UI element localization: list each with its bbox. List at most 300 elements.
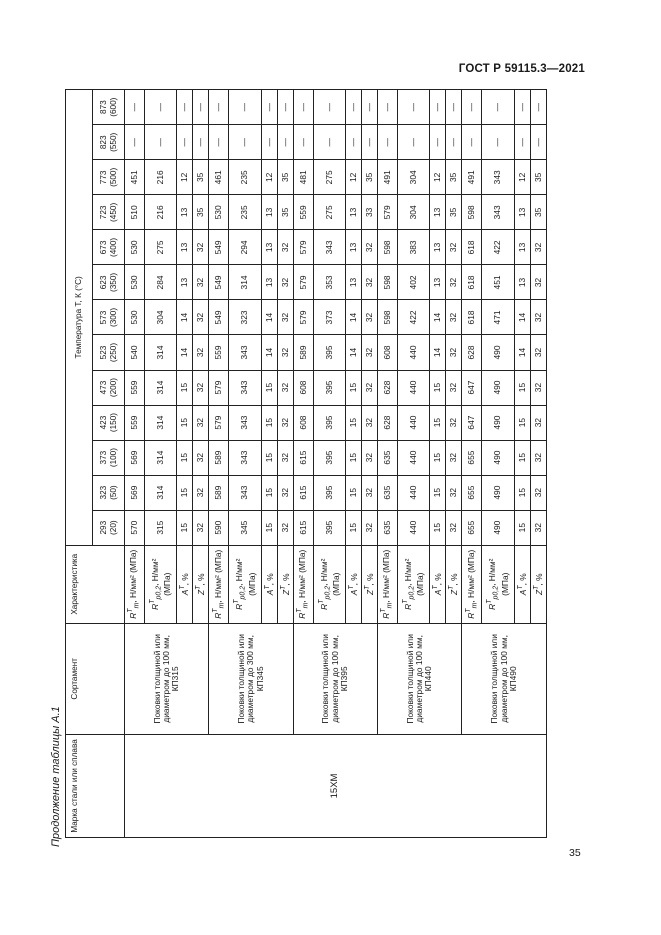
value-cell: 540	[125, 335, 145, 370]
value-cell: 569	[125, 475, 145, 510]
value-cell: 32	[446, 510, 462, 545]
characteristic-symbol: R	[296, 612, 307, 619]
temperature-celsius: (400)	[108, 237, 118, 257]
value-cell: 530	[125, 265, 145, 300]
value-cell: 440	[398, 370, 430, 405]
temperature-kelvin: 523	[99, 345, 109, 360]
value-cell: 440	[398, 440, 430, 475]
value-cell: —	[209, 90, 229, 125]
value-cell: 343	[229, 405, 261, 440]
value-cell: 549	[209, 230, 229, 265]
value-cell: 14	[177, 300, 193, 335]
characteristic-unit: , Н/мм² (МПа)	[318, 558, 341, 596]
value-cell: —	[378, 125, 398, 160]
value-cell: 530	[209, 195, 229, 230]
temperature-col-header	[93, 370, 125, 405]
temperature-celsius: (450)	[108, 202, 118, 222]
temperature-col-header	[93, 125, 125, 160]
value-cell: 13	[346, 230, 362, 265]
value-cell: —	[398, 90, 430, 125]
value-cell: —	[313, 90, 345, 125]
value-cell: 32	[362, 230, 378, 265]
value-cell: —	[530, 125, 546, 160]
characteristic-superscript: T	[486, 599, 494, 604]
characteristic-symbol: Z	[449, 589, 460, 595]
value-cell: 343	[229, 440, 261, 475]
characteristic-symbol: R	[212, 612, 223, 619]
characteristic-cell	[277, 545, 293, 623]
value-cell: —	[430, 90, 446, 125]
characteristic-subscript: p0,2	[155, 585, 163, 600]
value-cell: 32	[193, 370, 209, 405]
characteristic-superscript: T	[448, 585, 456, 590]
value-cell: 32	[362, 370, 378, 405]
characteristic-superscript: T	[363, 585, 371, 590]
value-cell: 35	[277, 160, 293, 195]
value-cell: 13	[261, 230, 277, 265]
characteristic-cell	[530, 545, 546, 623]
value-cell: 395	[313, 405, 345, 440]
assortment-cell: Поковки толщиной или диаметром до 100 мм, КП315	[125, 623, 209, 734]
value-cell: 628	[462, 335, 482, 370]
characteristic-symbol: R	[149, 603, 160, 610]
value-cell: —	[530, 90, 546, 125]
value-cell: 32	[446, 335, 462, 370]
characteristic-cell	[229, 545, 261, 623]
temperature-kelvin: 473	[99, 380, 109, 395]
value-cell: 294	[229, 230, 261, 265]
value-cell: —	[293, 90, 313, 125]
value-cell: 14	[430, 300, 446, 335]
table-row	[378, 90, 398, 838]
value-cell: —	[293, 125, 313, 160]
value-cell: 304	[398, 160, 430, 195]
value-cell: 32	[193, 230, 209, 265]
value-cell: 655	[462, 510, 482, 545]
characteristic-superscript: T	[279, 585, 287, 590]
value-cell: —	[378, 90, 398, 125]
value-cell: 13	[177, 230, 193, 265]
value-cell: 32	[446, 475, 462, 510]
steel-grade-cell: 15ХМ	[125, 734, 547, 837]
temperature-kelvin: 623	[99, 275, 109, 290]
value-cell: 589	[209, 475, 229, 510]
value-cell: 590	[209, 510, 229, 545]
temperature-col-header	[93, 475, 125, 510]
value-cell: —	[209, 125, 229, 160]
characteristic-cell	[430, 545, 446, 623]
value-cell: 304	[398, 195, 430, 230]
value-cell: 314	[229, 265, 261, 300]
value-cell: 559	[125, 405, 145, 440]
value-cell: 35	[530, 195, 546, 230]
value-cell: 618	[462, 230, 482, 265]
value-cell: 13	[177, 265, 193, 300]
value-cell: 15	[346, 405, 362, 440]
value-cell: 490	[482, 405, 514, 440]
characteristic-symbol: Z	[533, 589, 544, 595]
value-cell: 32	[446, 370, 462, 405]
value-cell: 549	[209, 265, 229, 300]
value-cell: 589	[293, 335, 313, 370]
value-cell: —	[177, 125, 193, 160]
value-cell: 15	[514, 405, 530, 440]
value-cell: 647	[462, 405, 482, 440]
characteristic-unit: , %	[180, 573, 191, 586]
characteristic-unit: , Н/мм² (МПа)	[296, 549, 307, 603]
characteristic-unit: , Н/мм² (МПа)	[212, 549, 223, 603]
value-cell: 32	[193, 510, 209, 545]
characteristic-unit: , Н/мм² (МПа)	[234, 558, 257, 596]
value-cell: 655	[462, 440, 482, 475]
value-cell: 32	[277, 265, 293, 300]
value-cell: 579	[293, 300, 313, 335]
value-cell: 15	[177, 370, 193, 405]
value-cell: 15	[177, 475, 193, 510]
value-cell: 13	[514, 265, 530, 300]
value-cell: 490	[482, 440, 514, 475]
value-cell: 13	[430, 195, 446, 230]
value-cell: 490	[482, 335, 514, 370]
value-cell: 12	[261, 160, 277, 195]
value-cell: 32	[193, 475, 209, 510]
value-cell: 598	[462, 195, 482, 230]
characteristic-cell	[514, 545, 530, 623]
value-cell: —	[482, 125, 514, 160]
value-cell: 635	[378, 510, 398, 545]
characteristic-unit: , %	[196, 573, 207, 586]
value-cell: —	[514, 90, 530, 125]
value-cell: 491	[378, 160, 398, 195]
characteristic-unit: , %	[364, 573, 375, 586]
value-cell: 451	[125, 160, 145, 195]
value-cell: 284	[145, 265, 177, 300]
characteristic-cell	[293, 545, 313, 623]
temperature-col-header	[93, 160, 125, 195]
table-caption: Продолжение таблицы А.1	[50, 706, 62, 847]
characteristic-symbol: Z	[196, 589, 207, 595]
header-row-1	[66, 90, 93, 838]
value-cell: 343	[482, 160, 514, 195]
value-cell: 628	[378, 370, 398, 405]
value-cell: 32	[530, 370, 546, 405]
characteristic-superscript: T	[401, 599, 409, 604]
value-cell: 343	[229, 475, 261, 510]
value-cell: 32	[446, 230, 462, 265]
characteristic-cell	[313, 545, 345, 623]
value-cell: 559	[209, 335, 229, 370]
value-cell: 32	[362, 405, 378, 440]
characteristic-unit: , Н/мм² (МПа)	[402, 558, 426, 596]
value-cell: 615	[293, 475, 313, 510]
value-cell: 343	[229, 335, 261, 370]
value-cell: 15	[430, 440, 446, 475]
value-cell: 635	[378, 440, 398, 475]
temperature-celsius: (250)	[108, 342, 118, 363]
value-cell: 608	[293, 370, 313, 405]
value-cell: 32	[277, 370, 293, 405]
value-cell: 395	[313, 335, 345, 370]
header-assortment: Сортамент	[66, 623, 125, 734]
value-cell: 32	[277, 510, 293, 545]
value-cell: 13	[177, 195, 193, 230]
value-cell: —	[193, 90, 209, 125]
value-cell: 628	[378, 405, 398, 440]
value-cell: 15	[261, 370, 277, 405]
value-cell: 13	[346, 195, 362, 230]
value-cell: 32	[362, 265, 378, 300]
value-cell: —	[313, 125, 345, 160]
value-cell: 323	[229, 300, 261, 335]
characteristic-unit: , %	[533, 573, 544, 586]
value-cell: 32	[277, 405, 293, 440]
characteristic-superscript: T	[233, 599, 241, 604]
value-cell: —	[125, 90, 145, 125]
value-cell: 32	[277, 335, 293, 370]
temperature-col-header	[93, 265, 125, 300]
value-cell: 35	[530, 160, 546, 195]
value-cell: 15	[261, 440, 277, 475]
characteristic-symbol: A	[180, 589, 191, 596]
value-cell: 15	[261, 510, 277, 545]
characteristic-superscript: T	[432, 585, 440, 590]
assortment-cell: Поковки толщиной или диаметром до 100 мм, КП490	[462, 623, 547, 734]
temperature-kelvin: 323	[99, 485, 109, 500]
value-cell: 15	[346, 440, 362, 475]
value-cell: 32	[362, 335, 378, 370]
temperature-col-header	[93, 90, 125, 125]
value-cell: 15	[514, 510, 530, 545]
value-cell: 32	[446, 440, 462, 475]
value-cell: 598	[378, 300, 398, 335]
value-cell: —	[514, 125, 530, 160]
characteristic-cell	[125, 545, 145, 623]
temperature-col-header	[93, 230, 125, 265]
characteristic-subscript: p0,2	[239, 585, 247, 600]
value-cell: 15	[261, 475, 277, 510]
characteristic-symbol: R	[381, 612, 392, 619]
temperature-celsius: (50)	[108, 485, 118, 500]
value-cell: 15	[514, 440, 530, 475]
value-cell: 569	[125, 440, 145, 475]
value-cell: 451	[482, 265, 514, 300]
value-cell: 14	[261, 300, 277, 335]
value-cell: 395	[313, 510, 345, 545]
characteristic-unit: , %	[449, 573, 460, 586]
value-cell: 579	[293, 265, 313, 300]
characteristic-superscript: T	[380, 608, 388, 613]
characteristic-superscript: T	[348, 585, 355, 590]
value-cell: 15	[430, 510, 446, 545]
value-cell: 32	[277, 475, 293, 510]
value-cell: 35	[446, 195, 462, 230]
value-cell: 275	[145, 230, 177, 265]
value-cell: 314	[145, 475, 177, 510]
assortment-cell: Поковки толщиной или диаметром до 100 мм, КП395	[293, 623, 377, 734]
value-cell: —	[462, 125, 482, 160]
characteristic-symbol: R	[318, 603, 329, 610]
value-cell: 275	[313, 160, 345, 195]
table-frame	[65, 89, 547, 838]
value-cell: 32	[277, 440, 293, 475]
value-cell: 530	[125, 300, 145, 335]
value-cell: 304	[145, 300, 177, 335]
value-cell: 343	[229, 370, 261, 405]
value-cell: 15	[430, 405, 446, 440]
value-cell: 14	[430, 335, 446, 370]
characteristic-subscript: p0,2	[324, 585, 332, 600]
value-cell: 635	[378, 475, 398, 510]
value-cell: 32	[193, 300, 209, 335]
characteristic-symbol: R	[128, 612, 139, 619]
characteristic-cell	[462, 545, 482, 623]
temperature-col-header	[93, 335, 125, 370]
temperature-col-header	[93, 405, 125, 440]
value-cell: 490	[482, 510, 514, 545]
characteristic-subscript: m	[302, 602, 310, 609]
value-cell: 549	[209, 300, 229, 335]
characteristic-superscript: T	[516, 585, 524, 590]
value-cell: 15	[177, 440, 193, 475]
value-cell: —	[362, 90, 378, 125]
value-cell: —	[145, 125, 177, 160]
value-cell: 14	[177, 335, 193, 370]
characteristic-cell	[398, 545, 430, 623]
characteristic-symbol: Z	[364, 589, 375, 595]
temperature-kelvin: 423	[99, 415, 109, 430]
value-cell: 618	[462, 300, 482, 335]
value-cell: 32	[362, 475, 378, 510]
characteristic-unit: , %	[433, 573, 444, 586]
value-cell: 33	[362, 195, 378, 230]
temperature-celsius: (550)	[108, 132, 118, 152]
value-cell: —	[261, 125, 277, 160]
properties-table	[65, 89, 547, 838]
characteristic-cell	[177, 545, 193, 623]
value-cell: 32	[277, 230, 293, 265]
value-cell: 598	[378, 230, 398, 265]
value-cell: 32	[362, 300, 378, 335]
characteristic-unit: , Н/мм² (МПа)	[465, 549, 476, 603]
characteristic-unit: , %	[348, 573, 359, 586]
characteristic-superscript: T	[195, 585, 203, 590]
value-cell: 32	[446, 405, 462, 440]
value-cell: 216	[145, 160, 177, 195]
value-cell: 395	[313, 440, 345, 475]
value-cell: 32	[193, 335, 209, 370]
temperature-celsius: (500)	[108, 167, 118, 187]
value-cell: 615	[293, 440, 313, 475]
value-cell: 402	[398, 265, 430, 300]
value-cell: 32	[530, 440, 546, 475]
value-cell: 314	[145, 405, 177, 440]
page-number: 35	[569, 847, 581, 859]
value-cell: 15	[177, 510, 193, 545]
table-header	[66, 90, 125, 838]
characteristic-subscript: p0,2	[408, 585, 416, 600]
document-title: ГОСТ Р 59115.3—2021	[458, 63, 585, 75]
characteristic-superscript: T	[179, 585, 187, 590]
value-cell: 510	[125, 195, 145, 230]
characteristic-cell	[193, 545, 209, 623]
value-cell: —	[277, 125, 293, 160]
characteristic-unit: , Н/мм² (МПа)	[487, 558, 510, 596]
value-cell: 32	[530, 335, 546, 370]
value-cell: 15	[177, 405, 193, 440]
value-cell: —	[462, 90, 482, 125]
characteristic-superscript: T	[148, 599, 156, 604]
temperature-celsius: (150)	[108, 413, 118, 433]
characteristic-symbol: A	[433, 589, 444, 596]
temperature-col-header	[93, 195, 125, 230]
value-cell: —	[430, 125, 446, 160]
characteristic-symbol: A	[348, 589, 359, 596]
characteristic-cell	[378, 545, 398, 623]
value-cell: 15	[346, 370, 362, 405]
value-cell: 275	[313, 195, 345, 230]
value-cell: 395	[313, 475, 345, 510]
value-cell: 14	[346, 335, 362, 370]
characteristic-cell	[482, 545, 514, 623]
characteristic-cell	[362, 545, 378, 623]
value-cell: 32	[277, 300, 293, 335]
value-cell: 13	[430, 230, 446, 265]
value-cell: 618	[462, 265, 482, 300]
value-cell: 13	[261, 265, 277, 300]
characteristic-symbol: R	[465, 612, 476, 619]
header-characteristic: Характеристика	[66, 545, 125, 623]
value-cell: 15	[514, 475, 530, 510]
value-cell: 13	[430, 265, 446, 300]
value-cell: —	[145, 90, 177, 125]
value-cell: 13	[514, 230, 530, 265]
characteristic-cell	[346, 545, 362, 623]
value-cell: 13	[261, 195, 277, 230]
value-cell: 345	[229, 510, 261, 545]
value-cell: 32	[362, 440, 378, 475]
value-cell: 15	[430, 475, 446, 510]
value-cell: 314	[145, 440, 177, 475]
characteristic-symbol: A	[264, 589, 275, 596]
value-cell: 12	[177, 160, 193, 195]
temperature-kelvin: 823	[99, 135, 109, 150]
value-cell: 422	[398, 300, 430, 335]
value-cell: —	[446, 90, 462, 125]
value-cell: 490	[482, 370, 514, 405]
characteristic-cell	[261, 545, 277, 623]
table-row	[462, 90, 482, 838]
value-cell: 235	[229, 160, 261, 195]
temperature-col-header	[93, 510, 125, 545]
value-cell: —	[261, 90, 277, 125]
value-cell: 15	[346, 510, 362, 545]
value-cell: 314	[145, 370, 177, 405]
value-cell: 579	[293, 230, 313, 265]
value-cell: 35	[362, 160, 378, 195]
value-cell: —	[125, 125, 145, 160]
temperature-celsius: (300)	[108, 307, 118, 328]
value-cell: 32	[446, 300, 462, 335]
value-cell: 481	[293, 160, 313, 195]
temperature-col-header	[93, 300, 125, 335]
value-cell: 32	[530, 475, 546, 510]
value-cell: —	[398, 125, 430, 160]
value-cell: —	[446, 125, 462, 160]
characteristic-superscript: T	[211, 608, 219, 613]
value-cell: 14	[261, 335, 277, 370]
characteristic-unit: , %	[264, 573, 275, 586]
temperature-col-header	[93, 440, 125, 475]
